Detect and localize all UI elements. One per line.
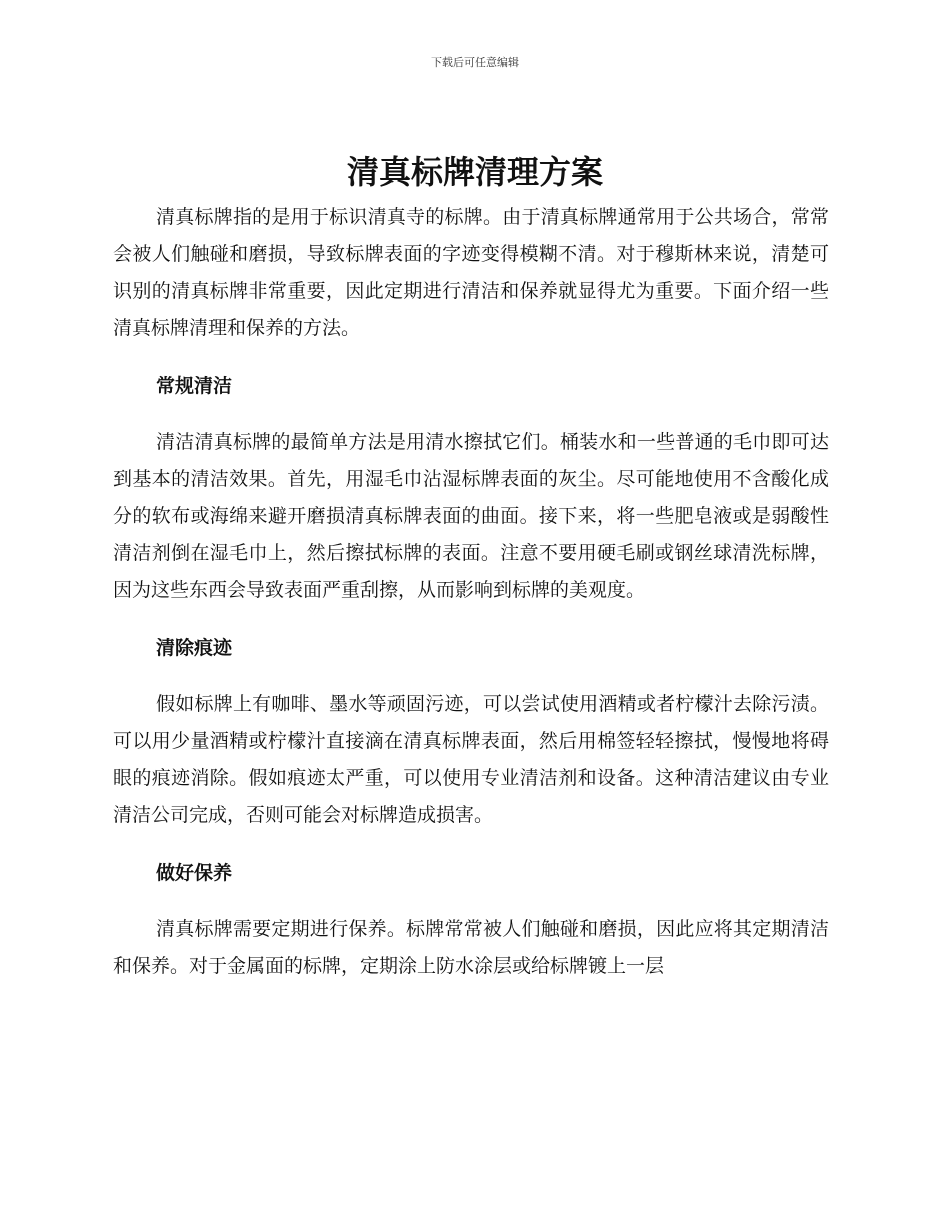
- document-body: [113, 199, 829, 985]
- section-maintenance: [113, 855, 829, 985]
- section-paragraph: 清真标牌需要定期进行保养。标牌常常被人们触碰和磨损，因此应将其定期清洁和保养。对于金属面的标牌，定期涂上防水涂层或给标牌镀上一层: [113, 918, 829, 977]
- section-paragraph: 假如标牌上有咖啡、墨水等顽固污迹，可以尝试使用酒精或者柠檬汁去除污渍。可以用少量酒精或柠檬汁直接滴在清真标牌表面，然后用棉签轻轻擦拭，慢慢地将碍眼的痕迹消除。假如痕迹太严重，可以使用专业清洁剂和设备。这种清洁建议由专业清洁公司完成，否则可能会对标牌造成损害。: [113, 693, 829, 826]
- intro-paragraph: 清真标牌指的是用于标识清真寺的标牌。由于清真标牌通常用于公共场合，常常会被人们触碰和磨损，导致标牌表面的字迹变得模糊不清。对于穆斯林来说，清楚可识别的清真标牌非常重要，因此定期进行清洁和保养就显得尤为重要。下面介绍一些清真标牌清理和保养的方法。: [113, 206, 829, 339]
- section-remove-marks: [113, 630, 829, 834]
- header-note: 下载后可任意编辑: [431, 56, 519, 69]
- section-heading: 做好保养: [156, 862, 233, 884]
- section-heading: 常规清洁: [156, 375, 233, 397]
- document-title: 清真标牌清理方案: [346, 153, 603, 191]
- section-routine-cleaning: [113, 368, 829, 609]
- section-heading: 清除痕迹: [156, 637, 233, 659]
- section-paragraph: 清洁清真标牌的最简单方法是用清水擦拭它们。桶装水和一些普通的毛巾即可达到基本的清洁效果。首先，用湿毛巾沾湿标牌表面的灰尘。尽可能地使用不含酸化成分的软布或海绵来避开磨损清真标牌表面的曲面。接下来，将一些肥皂液或是弱酸性清洁剂倒在湿毛巾上，然后擦拭标牌的表面。注意不要用硬毛刷或钢丝球清洗标牌，因为这些东西会导致表面严重刮擦，从而影响到标牌的美观度。: [113, 431, 829, 601]
